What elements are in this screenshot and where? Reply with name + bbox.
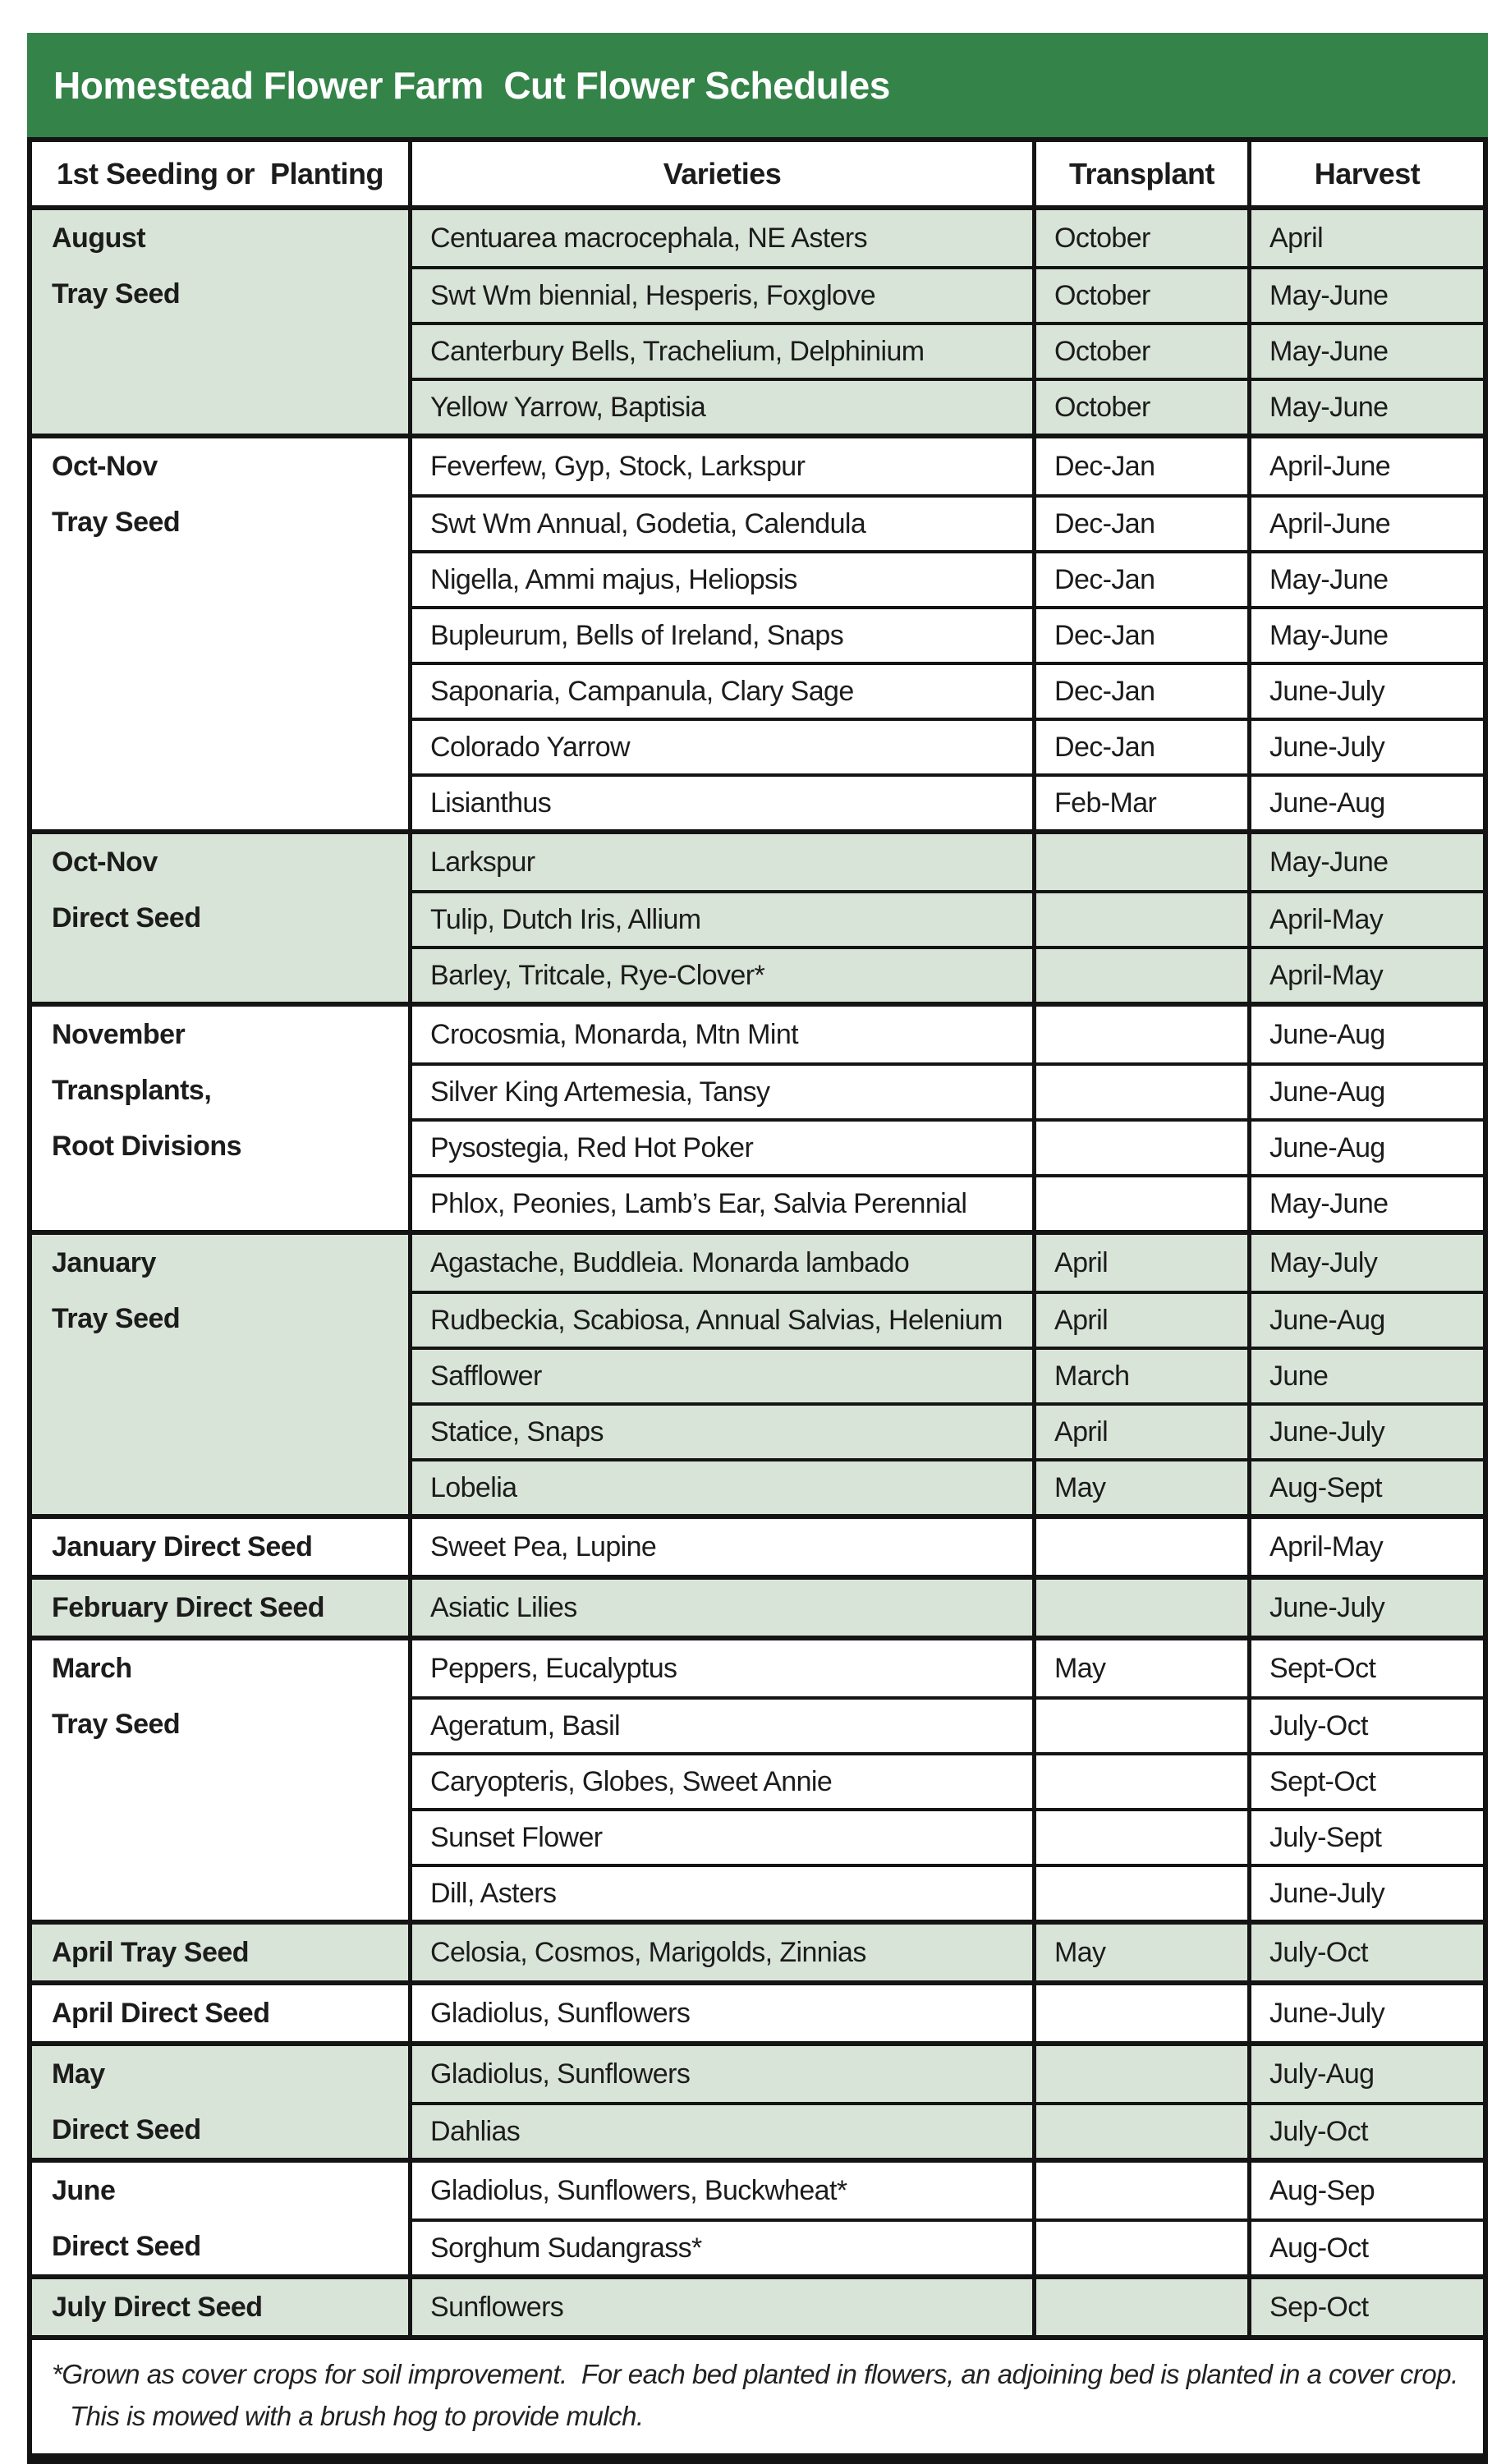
transplant-cell: Feb-Mar xyxy=(1032,773,1247,829)
harvest-cell: July-Oct xyxy=(1247,1925,1483,1980)
transplant-cell xyxy=(1032,2046,1247,2102)
transplant-cell xyxy=(1032,1864,1247,1920)
variety-cell: Silver King Artemesia, Tansy xyxy=(408,1062,1032,1118)
section-label-line: Oct-Nov xyxy=(52,450,158,482)
transplant-cell: Dec-Jan xyxy=(1032,550,1247,606)
section-label xyxy=(32,1925,408,1980)
harvest-cell: July-Oct xyxy=(1247,1696,1483,1752)
schedule-table xyxy=(27,137,1488,2464)
harvest-cell: Aug-Sep xyxy=(1247,2163,1483,2219)
transplant-cell xyxy=(1032,1062,1247,1118)
harvest-cell: April-May xyxy=(1247,946,1483,1002)
section-label-line: Oct-Nov xyxy=(52,846,158,878)
transplant-cell xyxy=(1032,2102,1247,2158)
transplant-cell xyxy=(1032,2219,1247,2274)
section-label-line: Tray Seed xyxy=(52,1302,181,1334)
section-august-tray-seed xyxy=(32,205,1483,434)
variety-cell: Sweet Pea, Lupine xyxy=(408,1519,1032,1575)
section-label xyxy=(32,1580,408,1636)
footnote-line-2: This is mowed with a brush hog to provide mulch. xyxy=(70,2401,644,2432)
section-label-line: January xyxy=(52,1246,156,1278)
harvest-cell: June xyxy=(1247,1347,1483,1402)
transplant-cell xyxy=(1032,946,1247,1002)
variety-cell: Phlox, Peonies, Lamb’s Ear, Salvia Perennial xyxy=(408,1174,1032,1230)
harvest-cell: June-Aug xyxy=(1247,1007,1483,1062)
harvest-cell: Sept-Oct xyxy=(1247,1640,1483,1696)
section-label xyxy=(32,1235,408,1514)
variety-cell: Barley, Tritcale, Rye-Clover* xyxy=(408,946,1032,1002)
transplant-cell: May xyxy=(1032,1458,1247,1514)
harvest-cell: June-July xyxy=(1247,662,1483,718)
transplant-cell xyxy=(1032,1580,1247,1636)
section-label xyxy=(32,2279,408,2335)
harvest-cell: May-June xyxy=(1247,266,1483,322)
transplant-cell: Dec-Jan xyxy=(1032,606,1247,662)
variety-cell: Colorado Yarrow xyxy=(408,718,1032,773)
variety-cell: Swt Wm biennial, Hesperis, Foxglove xyxy=(408,266,1032,322)
harvest-cell: April-June xyxy=(1247,438,1483,494)
transplant-cell: October xyxy=(1032,210,1247,266)
column-header-harvest: Harvest xyxy=(1247,142,1483,205)
variety-cell: Nigella, Ammi majus, Heliopsis xyxy=(408,550,1032,606)
variety-cell: Safflower xyxy=(408,1347,1032,1402)
variety-cell: Celosia, Cosmos, Marigolds, Zinnias xyxy=(408,1925,1032,1980)
transplant-cell: Dec-Jan xyxy=(1032,438,1247,494)
section-label-line: Tray Seed xyxy=(52,278,181,310)
page-title: Homestead Flower Farm Cut Flower Schedules xyxy=(27,33,1488,137)
harvest-cell: May-June xyxy=(1247,606,1483,662)
section-label xyxy=(32,2163,408,2274)
variety-cell: Centuarea macrocephala, NE Asters xyxy=(408,210,1032,266)
transplant-cell xyxy=(1032,1985,1247,2041)
transplant-cell: April xyxy=(1032,1235,1247,1291)
variety-cell: Gladiolus, Sunflowers xyxy=(408,2046,1032,2102)
section-label xyxy=(32,1640,408,1920)
section-label-line: Transplants, xyxy=(52,1074,212,1106)
section-label-line: April Tray Seed xyxy=(52,1936,250,1968)
variety-cell: Bupleurum, Bells of Ireland, Snaps xyxy=(408,606,1032,662)
harvest-cell: June-July xyxy=(1247,718,1483,773)
harvest-cell: July-Sept xyxy=(1247,1808,1483,1864)
harvest-cell: June-Aug xyxy=(1247,1291,1483,1347)
column-header-varieties: Varieties xyxy=(408,142,1032,205)
harvest-cell: June-July xyxy=(1247,1580,1483,1636)
section-label-line: April Direct Seed xyxy=(52,1997,270,2029)
section-label-line: February Direct Seed xyxy=(52,1591,325,1623)
variety-cell: Lobelia xyxy=(408,1458,1032,1514)
variety-cell: Swt Wm Annual, Godetia, Calendula xyxy=(408,494,1032,550)
footnote xyxy=(32,2335,1483,2453)
section-octnov-tray-seed xyxy=(32,434,1483,829)
variety-cell: Canterbury Bells, Trachelium, Delphinium xyxy=(408,322,1032,378)
section-label-line: Direct Seed xyxy=(52,2230,201,2262)
harvest-cell: Aug-Sept xyxy=(1247,1458,1483,1514)
transplant-cell: March xyxy=(1032,1347,1247,1402)
harvest-cell: Aug-Oct xyxy=(1247,2219,1483,2274)
harvest-cell: Sep-Oct xyxy=(1247,2279,1483,2335)
section-may-direct-seed xyxy=(32,2041,1483,2158)
section-april-tray-seed xyxy=(32,1920,1483,1980)
section-november-transplants xyxy=(32,1002,1483,1230)
harvest-cell: July-Aug xyxy=(1247,2046,1483,2102)
variety-cell: Gladiolus, Sunflowers xyxy=(408,1985,1032,2041)
harvest-cell: April xyxy=(1247,210,1483,266)
transplant-cell: Dec-Jan xyxy=(1032,662,1247,718)
transplant-cell: May xyxy=(1032,1925,1247,1980)
section-label-line: Root Divisions xyxy=(52,1130,242,1162)
section-january-tray-seed xyxy=(32,1230,1483,1514)
transplant-cell xyxy=(1032,1696,1247,1752)
harvest-cell: Sept-Oct xyxy=(1247,1752,1483,1808)
section-label-line: Direct Seed xyxy=(52,2113,201,2145)
harvest-cell: June-July xyxy=(1247,1985,1483,2041)
variety-cell: Gladiolus, Sunflowers, Buckwheat* xyxy=(408,2163,1032,2219)
variety-cell: Yellow Yarrow, Baptisia xyxy=(408,378,1032,434)
variety-cell: Lisianthus xyxy=(408,773,1032,829)
transplant-cell xyxy=(1032,1752,1247,1808)
harvest-cell: May-June xyxy=(1247,834,1483,890)
transplant-cell xyxy=(1032,834,1247,890)
harvest-cell: May-June xyxy=(1247,1174,1483,1230)
harvest-cell: May-June xyxy=(1247,378,1483,434)
section-label xyxy=(32,834,408,1002)
transplant-cell xyxy=(1032,1808,1247,1864)
transplant-cell xyxy=(1032,1174,1247,1230)
harvest-cell: June-Aug xyxy=(1247,1118,1483,1174)
transplant-cell xyxy=(1032,1519,1247,1575)
section-june-direct-seed xyxy=(32,2158,1483,2274)
section-label xyxy=(32,1985,408,2041)
transplant-cell xyxy=(1032,1118,1247,1174)
transplant-cell: Dec-Jan xyxy=(1032,718,1247,773)
section-octnov-direct-seed xyxy=(32,829,1483,1002)
section-label-line: Tray Seed xyxy=(52,1708,181,1740)
variety-cell: Asiatic Lilies xyxy=(408,1580,1032,1636)
harvest-cell: May-June xyxy=(1247,322,1483,378)
section-january-direct-seed xyxy=(32,1514,1483,1575)
variety-cell: Ageratum, Basil xyxy=(408,1696,1032,1752)
variety-cell: Statice, Snaps xyxy=(408,1402,1032,1458)
transplant-cell: October xyxy=(1032,266,1247,322)
section-february-direct-seed xyxy=(32,1575,1483,1636)
variety-cell: Crocosmia, Monarda, Mtn Mint xyxy=(408,1007,1032,1062)
harvest-cell: June-July xyxy=(1247,1402,1483,1458)
transplant-cell xyxy=(1032,890,1247,946)
harvest-cell: May-June xyxy=(1247,550,1483,606)
harvest-cell: June-Aug xyxy=(1247,1062,1483,1118)
harvest-cell: July-Oct xyxy=(1247,2102,1483,2158)
section-label xyxy=(32,1519,408,1575)
section-label-line: May xyxy=(52,2058,105,2090)
harvest-cell: June-July xyxy=(1247,1864,1483,1920)
variety-cell: Tulip, Dutch Iris, Allium xyxy=(408,890,1032,946)
transplant-cell xyxy=(1032,2279,1247,2335)
variety-cell: Dill, Asters xyxy=(408,1864,1032,1920)
variety-cell: Sunset Flower xyxy=(408,1808,1032,1864)
variety-cell: Agastache, Buddleia. Monarda lambado xyxy=(408,1235,1032,1291)
variety-cell: Sorghum Sudangrass* xyxy=(408,2219,1032,2274)
variety-cell: Saponaria, Campanula, Clary Sage xyxy=(408,662,1032,718)
section-label-line: Direct Seed xyxy=(52,902,201,934)
section-label-line: June xyxy=(52,2174,116,2206)
transplant-cell: May xyxy=(1032,1640,1247,1696)
harvest-cell: April-May xyxy=(1247,1519,1483,1575)
column-header-seeding: 1st Seeding or Planting xyxy=(56,156,384,190)
section-label xyxy=(32,438,408,829)
variety-cell: Feverfew, Gyp, Stock, Larkspur xyxy=(408,438,1032,494)
variety-cell: Rudbeckia, Scabiosa, Annual Salvias, Helenium xyxy=(408,1291,1032,1347)
section-label xyxy=(32,2046,408,2158)
transplant-cell: Dec-Jan xyxy=(1032,494,1247,550)
harvest-cell: May-July xyxy=(1247,1235,1483,1291)
section-april-direct-seed xyxy=(32,1980,1483,2041)
variety-cell: Pysostegia, Red Hot Poker xyxy=(408,1118,1032,1174)
harvest-cell: April-May xyxy=(1247,890,1483,946)
column-header-transplant: Transplant xyxy=(1032,142,1247,205)
transplant-cell: April xyxy=(1032,1291,1247,1347)
transplant-cell: October xyxy=(1032,322,1247,378)
harvest-cell: April-June xyxy=(1247,494,1483,550)
variety-cell: Caryopteris, Globes, Sweet Annie xyxy=(408,1752,1032,1808)
transplant-cell xyxy=(1032,2163,1247,2219)
transplant-cell: April xyxy=(1032,1402,1247,1458)
transplant-cell: October xyxy=(1032,378,1247,434)
table-header-row xyxy=(32,142,1483,205)
section-march-tray-seed xyxy=(32,1636,1483,1920)
section-label-line: Tray Seed xyxy=(52,506,181,538)
section-july-direct-seed xyxy=(32,2274,1483,2335)
section-label xyxy=(32,1007,408,1230)
variety-cell: Dahlias xyxy=(408,2102,1032,2158)
section-label-line: August xyxy=(52,222,146,254)
variety-cell: Sunflowers xyxy=(408,2279,1032,2335)
footnote-line-1: *Grown as cover crops for soil improvement. For each bed planted in flowers, an adjoining bed is planted in a cover crop. xyxy=(52,2359,1458,2389)
section-label-line: January Direct Seed xyxy=(52,1530,313,1562)
section-label-line: March xyxy=(52,1652,132,1684)
section-label-line: November xyxy=(52,1018,186,1050)
section-label xyxy=(32,210,408,434)
harvest-cell: June-Aug xyxy=(1247,773,1483,829)
section-label-line: July Direct Seed xyxy=(52,2291,263,2323)
variety-cell: Peppers, Eucalyptus xyxy=(408,1640,1032,1696)
variety-cell: Larkspur xyxy=(408,834,1032,890)
transplant-cell xyxy=(1032,1007,1247,1062)
